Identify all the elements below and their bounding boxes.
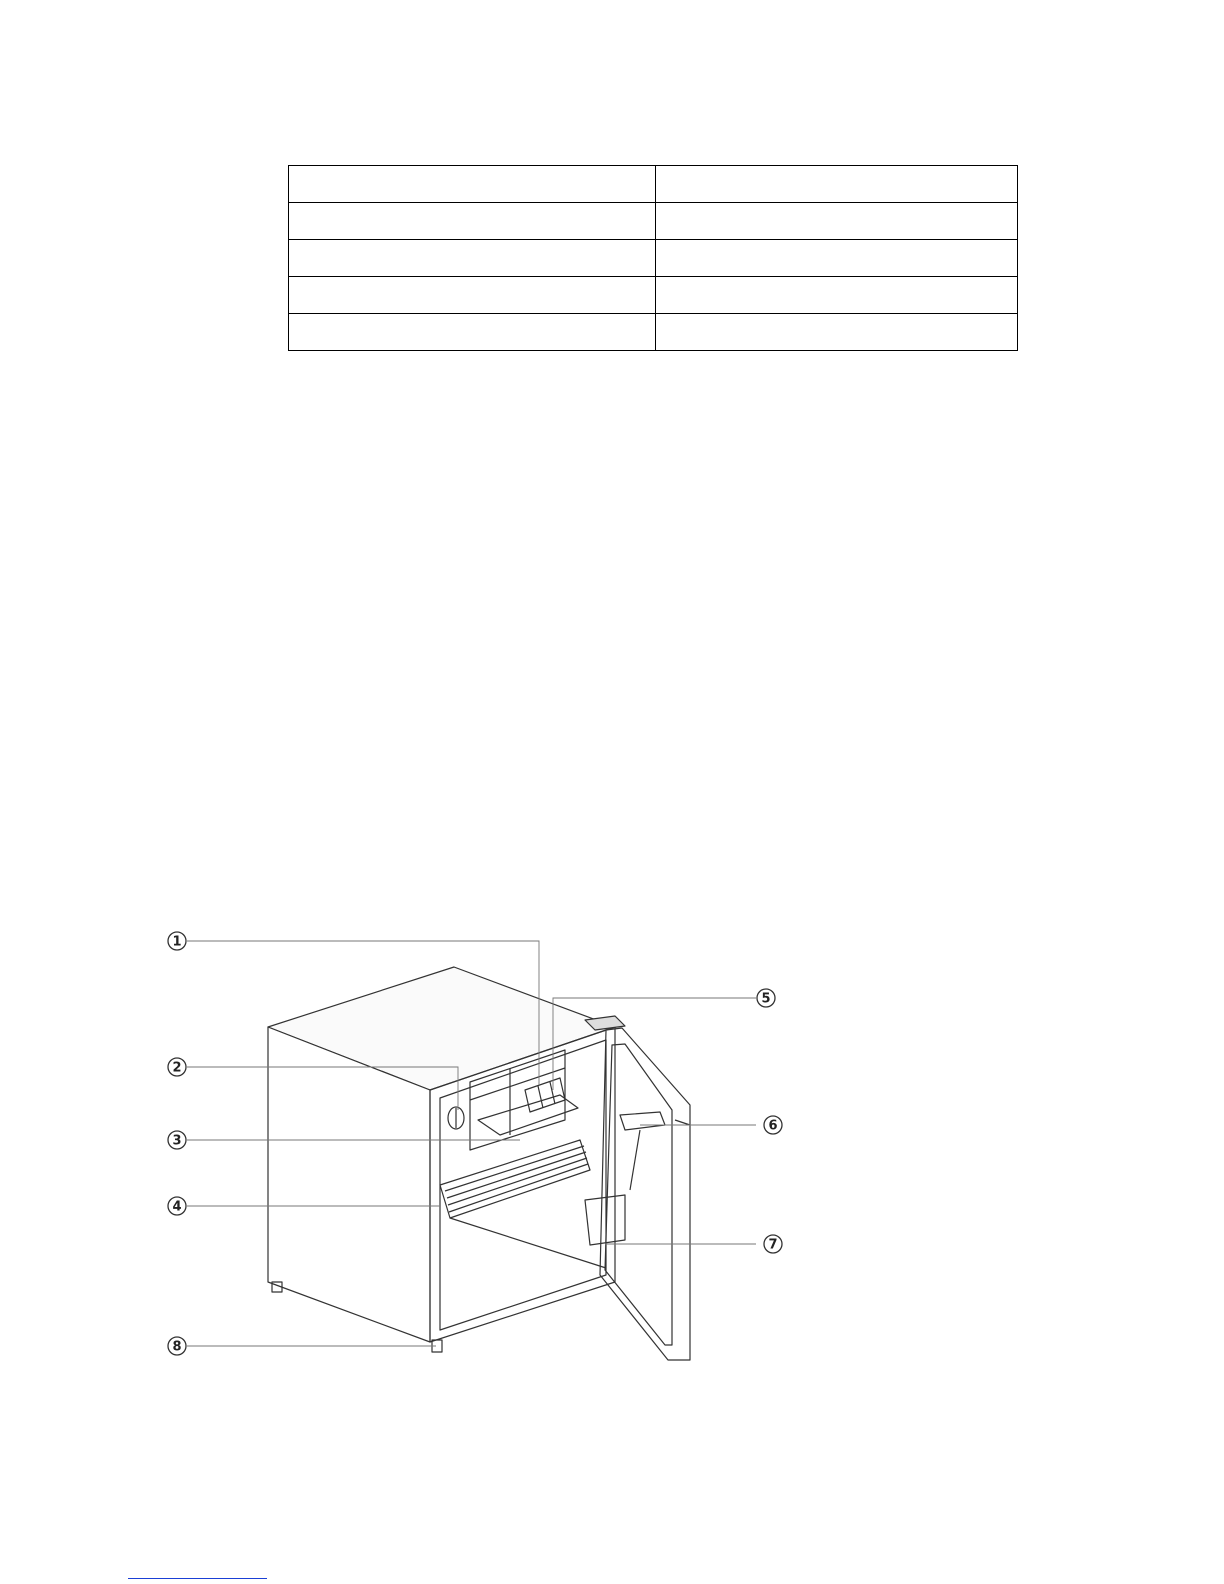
table-cell xyxy=(289,203,656,240)
fridge-drawing xyxy=(268,967,690,1360)
callout-1 xyxy=(168,932,186,950)
table-row xyxy=(289,314,1018,351)
door-shelf xyxy=(620,1112,665,1130)
table-cell xyxy=(656,166,1018,203)
table-cell xyxy=(289,277,656,314)
table-cell xyxy=(656,277,1018,314)
svg-text:1: 1 xyxy=(172,934,182,950)
table-row xyxy=(289,203,1018,240)
footer-link-underline[interactable] xyxy=(128,1578,267,1579)
table-cell xyxy=(289,240,656,277)
table-row xyxy=(289,166,1018,203)
svg-text:2: 2 xyxy=(172,1060,182,1076)
callout-8 xyxy=(168,1337,186,1355)
table-row xyxy=(289,277,1018,314)
table-cell xyxy=(656,240,1018,277)
svg-text:7: 7 xyxy=(768,1237,778,1253)
door-panel xyxy=(600,1028,690,1360)
callout-5 xyxy=(757,989,775,1007)
svg-text:5: 5 xyxy=(761,991,771,1007)
spec-table xyxy=(288,165,1018,351)
callout-4 xyxy=(168,1197,186,1215)
callout-6 xyxy=(764,1116,782,1134)
table-cell xyxy=(289,314,656,351)
refrigerator-diagram xyxy=(0,900,1224,1400)
svg-text:6: 6 xyxy=(768,1118,778,1134)
table-row xyxy=(289,240,1018,277)
svg-text:4: 4 xyxy=(172,1199,182,1215)
table-cell xyxy=(656,314,1018,351)
table-cell xyxy=(656,203,1018,240)
svg-text:3: 3 xyxy=(172,1133,182,1149)
table-cell xyxy=(289,166,656,203)
callout-2 xyxy=(168,1058,186,1076)
callout-7 xyxy=(764,1235,782,1253)
door-bin xyxy=(585,1195,625,1245)
callout-3 xyxy=(168,1131,186,1149)
svg-text:8: 8 xyxy=(172,1339,182,1355)
